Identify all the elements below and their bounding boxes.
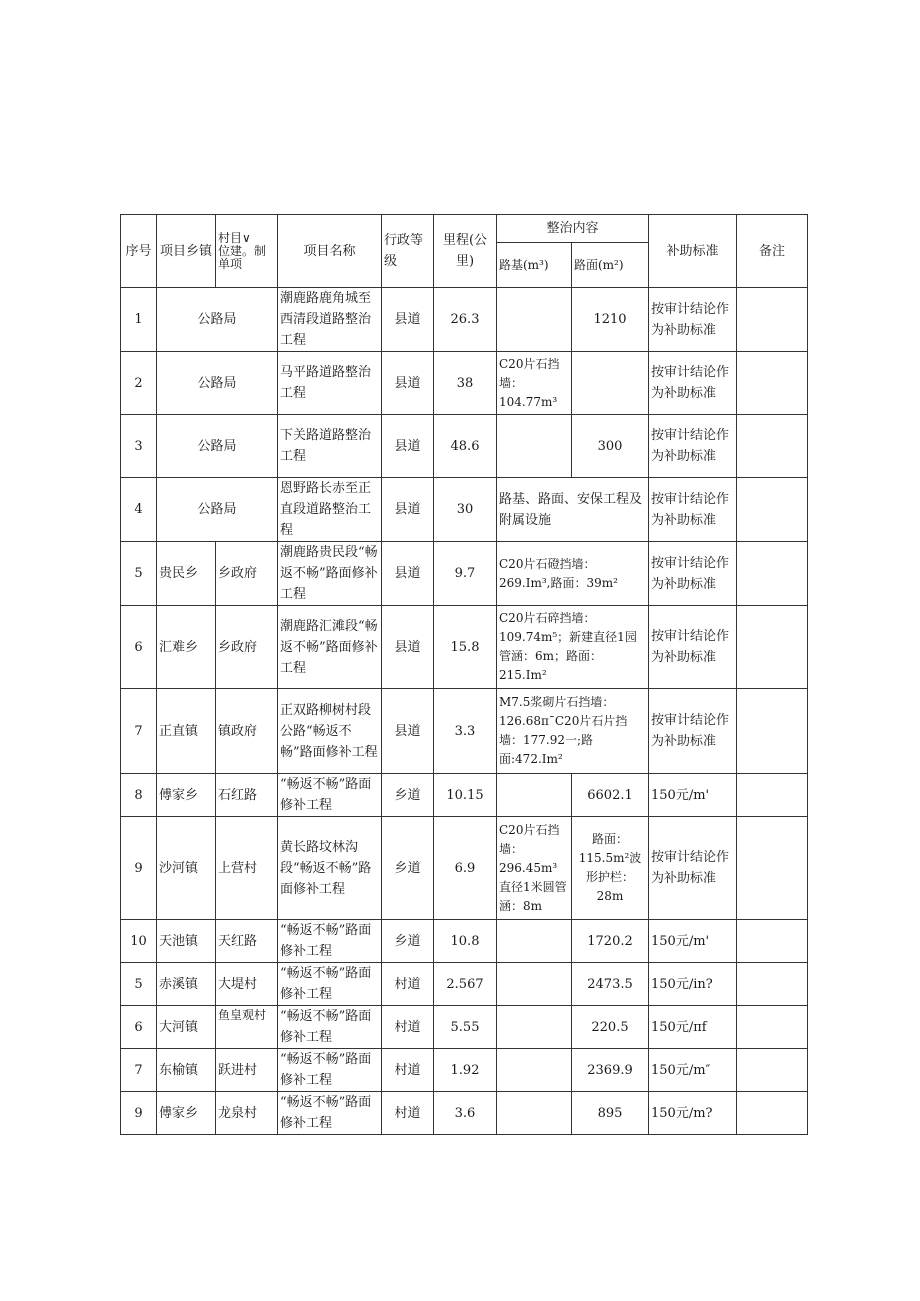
table-row <box>121 288 808 352</box>
row-name: 恩野路长赤至正直段道路整治工程 <box>278 478 382 542</box>
row-remark <box>737 689 808 774</box>
row-seq: 10 <box>121 920 157 963</box>
table-row <box>121 542 808 606</box>
row-roadbed: C20片石挡墙：104.77m³ <box>497 352 572 415</box>
row-seq: 7 <box>121 1049 157 1092</box>
row-town: 傅家乡 <box>157 774 216 817</box>
row-mileage: 3.3 <box>434 689 497 774</box>
row-remark <box>737 352 808 415</box>
header-seq: 序号 <box>121 215 157 288</box>
row-mileage: 5.55 <box>434 1006 497 1049</box>
row-level: 县道 <box>382 288 434 352</box>
row-level: 村道 <box>382 1049 434 1092</box>
header-name: 项目名称 <box>278 215 382 288</box>
header-content: 整治内容 <box>497 215 649 243</box>
row-subsidy: 150元/m' <box>649 920 737 963</box>
row-surface: 300 <box>572 415 649 478</box>
row-remark <box>737 478 808 542</box>
row-seq: 1 <box>121 288 157 352</box>
row-name: “畅返不畅”路面修补工程 <box>278 774 382 817</box>
row-mileage: 30 <box>434 478 497 542</box>
row-level: 村道 <box>382 963 434 1006</box>
row-level: 县道 <box>382 415 434 478</box>
row-subsidy: 按审计结论作为补助标准 <box>649 817 737 920</box>
row-subsidy: 150元/in? <box>649 963 737 1006</box>
row-unit: 石红路 <box>216 774 278 817</box>
header-subsidy: 补助标准 <box>649 215 737 288</box>
table-row <box>121 817 808 920</box>
row-subsidy: 150元/m? <box>649 1092 737 1135</box>
row-town: 沙河镇 <box>157 817 216 920</box>
row-surface: 1720.2 <box>572 920 649 963</box>
row-subsidy: 按审计结论作为补助标准 <box>649 288 737 352</box>
row-roadbed <box>497 1092 572 1135</box>
table-row <box>121 352 808 415</box>
row-name: 马平路道路整治工程 <box>278 352 382 415</box>
row-remark <box>737 288 808 352</box>
header-level: 行政等级 <box>382 215 434 288</box>
row-town: 东榆镇 <box>157 1049 216 1092</box>
row-subsidy: 按审计结论作为补助标准 <box>649 542 737 606</box>
row-name: 下关路道路整治工程 <box>278 415 382 478</box>
row-seq: 6 <box>121 1006 157 1049</box>
row-remark <box>737 774 808 817</box>
row-remark <box>737 920 808 963</box>
header-unit: 村目∨ 位建。制 单项 <box>216 215 278 288</box>
row-subsidy: 按审计结论作为补助标准 <box>649 478 737 542</box>
row-mileage: 6.9 <box>434 817 497 920</box>
header-town: 项目乡镇 <box>157 215 216 288</box>
header-remark: 备注 <box>737 215 808 288</box>
row-seq: 4 <box>121 478 157 542</box>
header-surface: 路面(m²) <box>572 243 649 288</box>
row-unit: 公路局 <box>157 415 278 478</box>
table-row <box>121 1092 808 1135</box>
row-name: 潮鹿路鹿角城至西清段道路整治工程 <box>278 288 382 352</box>
row-surface: 2473.5 <box>572 963 649 1006</box>
row-level: 县道 <box>382 478 434 542</box>
row-subsidy: 按审计结论作为补助标准 <box>649 415 737 478</box>
row-remark <box>737 606 808 689</box>
row-seq: 5 <box>121 963 157 1006</box>
row-subsidy: 150元/πf <box>649 1006 737 1049</box>
row-name: “畅返不畅”路面修补工程 <box>278 1092 382 1135</box>
row-unit: 龙泉村 <box>216 1092 278 1135</box>
row-content: M7.5浆砌片石挡墙：126.68π¯C20片石片挡墙：177.92一;路面:472.Im² <box>497 689 649 774</box>
row-name: 黄长路坟林沟段“畅返不畅”路面修补工程 <box>278 817 382 920</box>
row-roadbed <box>497 920 572 963</box>
row-mileage: 1.92 <box>434 1049 497 1092</box>
row-mileage: 48.6 <box>434 415 497 478</box>
row-unit: 跃进村 <box>216 1049 278 1092</box>
row-name: “畅返不畅”路面修补工程 <box>278 1006 382 1049</box>
row-town: 汇难乡 <box>157 606 216 689</box>
row-seq: 3 <box>121 415 157 478</box>
row-name: “畅返不畅”路面修补工程 <box>278 1049 382 1092</box>
row-seq: 9 <box>121 1092 157 1135</box>
table-row <box>121 774 808 817</box>
row-subsidy: 150元/m″ <box>649 1049 737 1092</box>
row-unit: 天红路 <box>216 920 278 963</box>
row-town: 贵民乡 <box>157 542 216 606</box>
row-town: 天池镇 <box>157 920 216 963</box>
row-unit: 公路局 <box>157 478 278 542</box>
row-level: 村道 <box>382 1006 434 1049</box>
row-surface: 路面：115.5m²波形护栏：28m <box>572 817 649 920</box>
row-name: “畅返不畅”路面修补工程 <box>278 963 382 1006</box>
row-level: 乡道 <box>382 774 434 817</box>
row-unit: 公路局 <box>157 352 278 415</box>
row-content: C20片石碎挡墙：109.74m⁵；新建直径1园管涵：6m；路面：215.Im² <box>497 606 649 689</box>
table-row <box>121 689 808 774</box>
row-level: 乡道 <box>382 920 434 963</box>
row-surface: 6602.1 <box>572 774 649 817</box>
table-row <box>121 415 808 478</box>
row-surface: 895 <box>572 1092 649 1135</box>
row-seq: 8 <box>121 774 157 817</box>
row-name: “畅返不畅”路面修补工程 <box>278 920 382 963</box>
row-roadbed <box>497 1006 572 1049</box>
row-subsidy: 按审计结论作为补助标准 <box>649 606 737 689</box>
table-row <box>121 1006 808 1049</box>
row-level: 村道 <box>382 1092 434 1135</box>
row-remark <box>737 542 808 606</box>
row-roadbed <box>497 288 572 352</box>
header-roadbed: 路基(m³) <box>497 243 572 288</box>
row-unit: 乡政府 <box>216 542 278 606</box>
row-town: 正直镇 <box>157 689 216 774</box>
row-surface: 2369.9 <box>572 1049 649 1092</box>
row-unit: 公路局 <box>157 288 278 352</box>
row-remark <box>737 1092 808 1135</box>
row-unit: 乡政府 <box>216 606 278 689</box>
row-remark <box>737 1049 808 1092</box>
row-subsidy: 按审计结论作为补助标准 <box>649 689 737 774</box>
row-content: C20片石磴挡墙：269.Im³,路面：39m² <box>497 542 649 606</box>
row-mileage: 15.8 <box>434 606 497 689</box>
table-row <box>121 920 808 963</box>
row-subsidy: 按审计结论作为补助标准 <box>649 352 737 415</box>
row-name: 潮鹿路汇滩段“畅返不畅”路面修补工程 <box>278 606 382 689</box>
row-roadbed: C20片石挡墙：296.45m³直径1米圆管涵：8m <box>497 817 572 920</box>
row-mileage: 26.3 <box>434 288 497 352</box>
subsidy-table <box>120 214 808 1135</box>
row-seq: 2 <box>121 352 157 415</box>
row-mileage: 2.567 <box>434 963 497 1006</box>
row-surface <box>572 352 649 415</box>
row-remark <box>737 963 808 1006</box>
row-mileage: 10.15 <box>434 774 497 817</box>
row-roadbed <box>497 1049 572 1092</box>
row-unit: 镇政府 <box>216 689 278 774</box>
row-town: 赤溪镇 <box>157 963 216 1006</box>
row-mileage: 3.6 <box>434 1092 497 1135</box>
row-level: 县道 <box>382 352 434 415</box>
row-roadbed <box>497 415 572 478</box>
row-unit: 鱼皇观村 <box>216 1006 278 1049</box>
row-surface: 220.5 <box>572 1006 649 1049</box>
row-level: 县道 <box>382 606 434 689</box>
row-mileage: 10.8 <box>434 920 497 963</box>
row-subsidy: 150元/m' <box>649 774 737 817</box>
row-seq: 7 <box>121 689 157 774</box>
header-mileage: 里程(公里) <box>434 215 497 288</box>
table-row <box>121 963 808 1006</box>
row-name: 正双路柳树村段公路“畅返不畅”路面修补工程 <box>278 689 382 774</box>
row-surface: 1210 <box>572 288 649 352</box>
row-name: 潮鹿路贵民段“畅返不畅”路面修补工程 <box>278 542 382 606</box>
row-town: 大河镇 <box>157 1006 216 1049</box>
table-row <box>121 478 808 542</box>
table-row <box>121 606 808 689</box>
row-roadbed <box>497 774 572 817</box>
row-level: 县道 <box>382 689 434 774</box>
row-level: 县道 <box>382 542 434 606</box>
row-mileage: 38 <box>434 352 497 415</box>
row-remark <box>737 415 808 478</box>
row-remark <box>737 817 808 920</box>
row-seq: 6 <box>121 606 157 689</box>
row-content: 路基、路面、安保工程及附属设施 <box>497 478 649 542</box>
row-remark <box>737 1006 808 1049</box>
row-mileage: 9.7 <box>434 542 497 606</box>
row-seq: 5 <box>121 542 157 606</box>
table-row <box>121 1049 808 1092</box>
row-level: 乡道 <box>382 817 434 920</box>
row-town: 傅家乡 <box>157 1092 216 1135</box>
row-roadbed <box>497 963 572 1006</box>
row-unit: 大堤村 <box>216 963 278 1006</box>
row-seq: 9 <box>121 817 157 920</box>
row-unit: 上营村 <box>216 817 278 920</box>
